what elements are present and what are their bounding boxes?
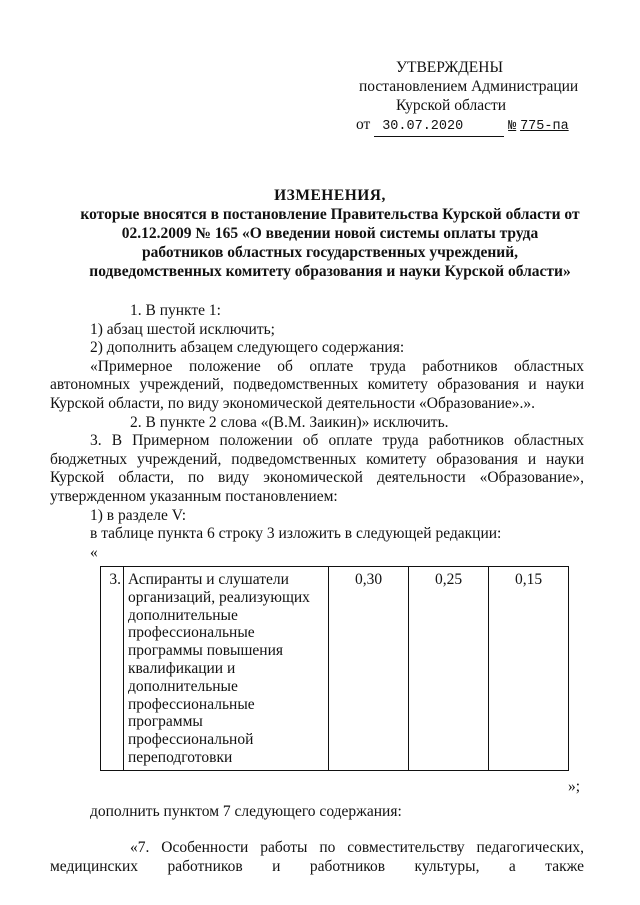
approval-from-label: от — [356, 116, 371, 133]
approval-date: 30.07.2020 — [374, 117, 504, 137]
item-2: 2. В пункте 2 слова «(В.М. Заикин)» исключить. — [130, 413, 449, 431]
heading-line-1: которые вносятся в постановление Правительства Курской области от — [80, 206, 580, 223]
name-line: профессиональной — [128, 731, 254, 749]
item-7-paragraph — [50, 838, 584, 876]
item-3-sub-1: 1) в разделе V: — [90, 506, 187, 524]
heading-line-2: 02.12.2009 № 165 «О введении новой системы оплаты труда — [121, 225, 539, 242]
add-item-7: дополнить пунктом 7 следующего содержания: — [90, 803, 402, 820]
value-cell-3: 0,15 — [489, 567, 569, 771]
name-line: переподготовки — [128, 748, 233, 766]
name-line: дополнительные — [128, 606, 238, 624]
quote-paragraph-1: «Примерное положение об оплате труда работников областных автономных учреждений, подведомственных комитету образования и науки Курской области, по виду экономической деятельности «Образование».». — [50, 357, 584, 412]
name-line: Аспиранты и слушатели — [128, 571, 289, 588]
table-row — [101, 567, 569, 771]
name-line: профессиональные — [128, 695, 255, 713]
heading-title: ИЗМЕНЕНИЯ, — [274, 187, 386, 204]
approval-number-label: № — [508, 119, 517, 134]
item-7-line-1: «7. Особенности работы по совместительству педагогических, — [130, 839, 584, 856]
row-name-cell — [124, 567, 329, 771]
quote-open: « — [90, 543, 98, 561]
approval-stamp — [356, 58, 596, 137]
approval-date-line — [356, 115, 596, 137]
item-1-sub-2: 2) дополнить абзацем следующего содержания: — [90, 339, 405, 357]
value-cell-2: 0,25 — [409, 567, 489, 771]
row-number-cell: 3. — [101, 567, 124, 771]
document-heading — [60, 186, 600, 281]
table-intro: в таблице пункта 6 строку 3 изложить в следующей редакции: — [90, 525, 502, 543]
item-3: 3. В Примерном положении об оплате труда работников областных бюджетных учреждений, подведомственных комитету образования и науки Курской области, по виду экономической деятельности «Образование», утвержденном указанным постановлением: — [50, 432, 584, 505]
item-1-sub-1: 1) абзац шестой исключить; — [90, 320, 275, 338]
approval-line-decree: постановлением Администрации — [359, 78, 579, 95]
name-line: организаций, реализующих — [128, 588, 310, 606]
item-1: 1. В пункте 1: — [130, 302, 221, 319]
approval-title: УТВЕРЖДЕНЫ — [396, 59, 503, 76]
quote-close: »; — [568, 778, 581, 795]
heading-line-4: подведомственных комитету образования и науки Курской области» — [89, 263, 571, 280]
name-line: профессиональные — [128, 624, 255, 642]
name-line: дополнительные — [128, 677, 238, 695]
heading-line-3: работников областных государственных учреждений, — [142, 244, 518, 261]
item-7-line-2: медицинских работников и работников культуры, а также — [50, 858, 584, 875]
name-line: программы повышения — [128, 642, 283, 660]
name-line: программы — [128, 713, 203, 731]
approval-number: 775-па — [520, 119, 569, 134]
amendment-table — [100, 566, 569, 771]
document-body — [50, 302, 584, 562]
name-line: квалификации и — [128, 659, 236, 677]
approval-line-region: Курской области — [396, 97, 507, 114]
value-cell-1: 0,30 — [329, 567, 409, 771]
